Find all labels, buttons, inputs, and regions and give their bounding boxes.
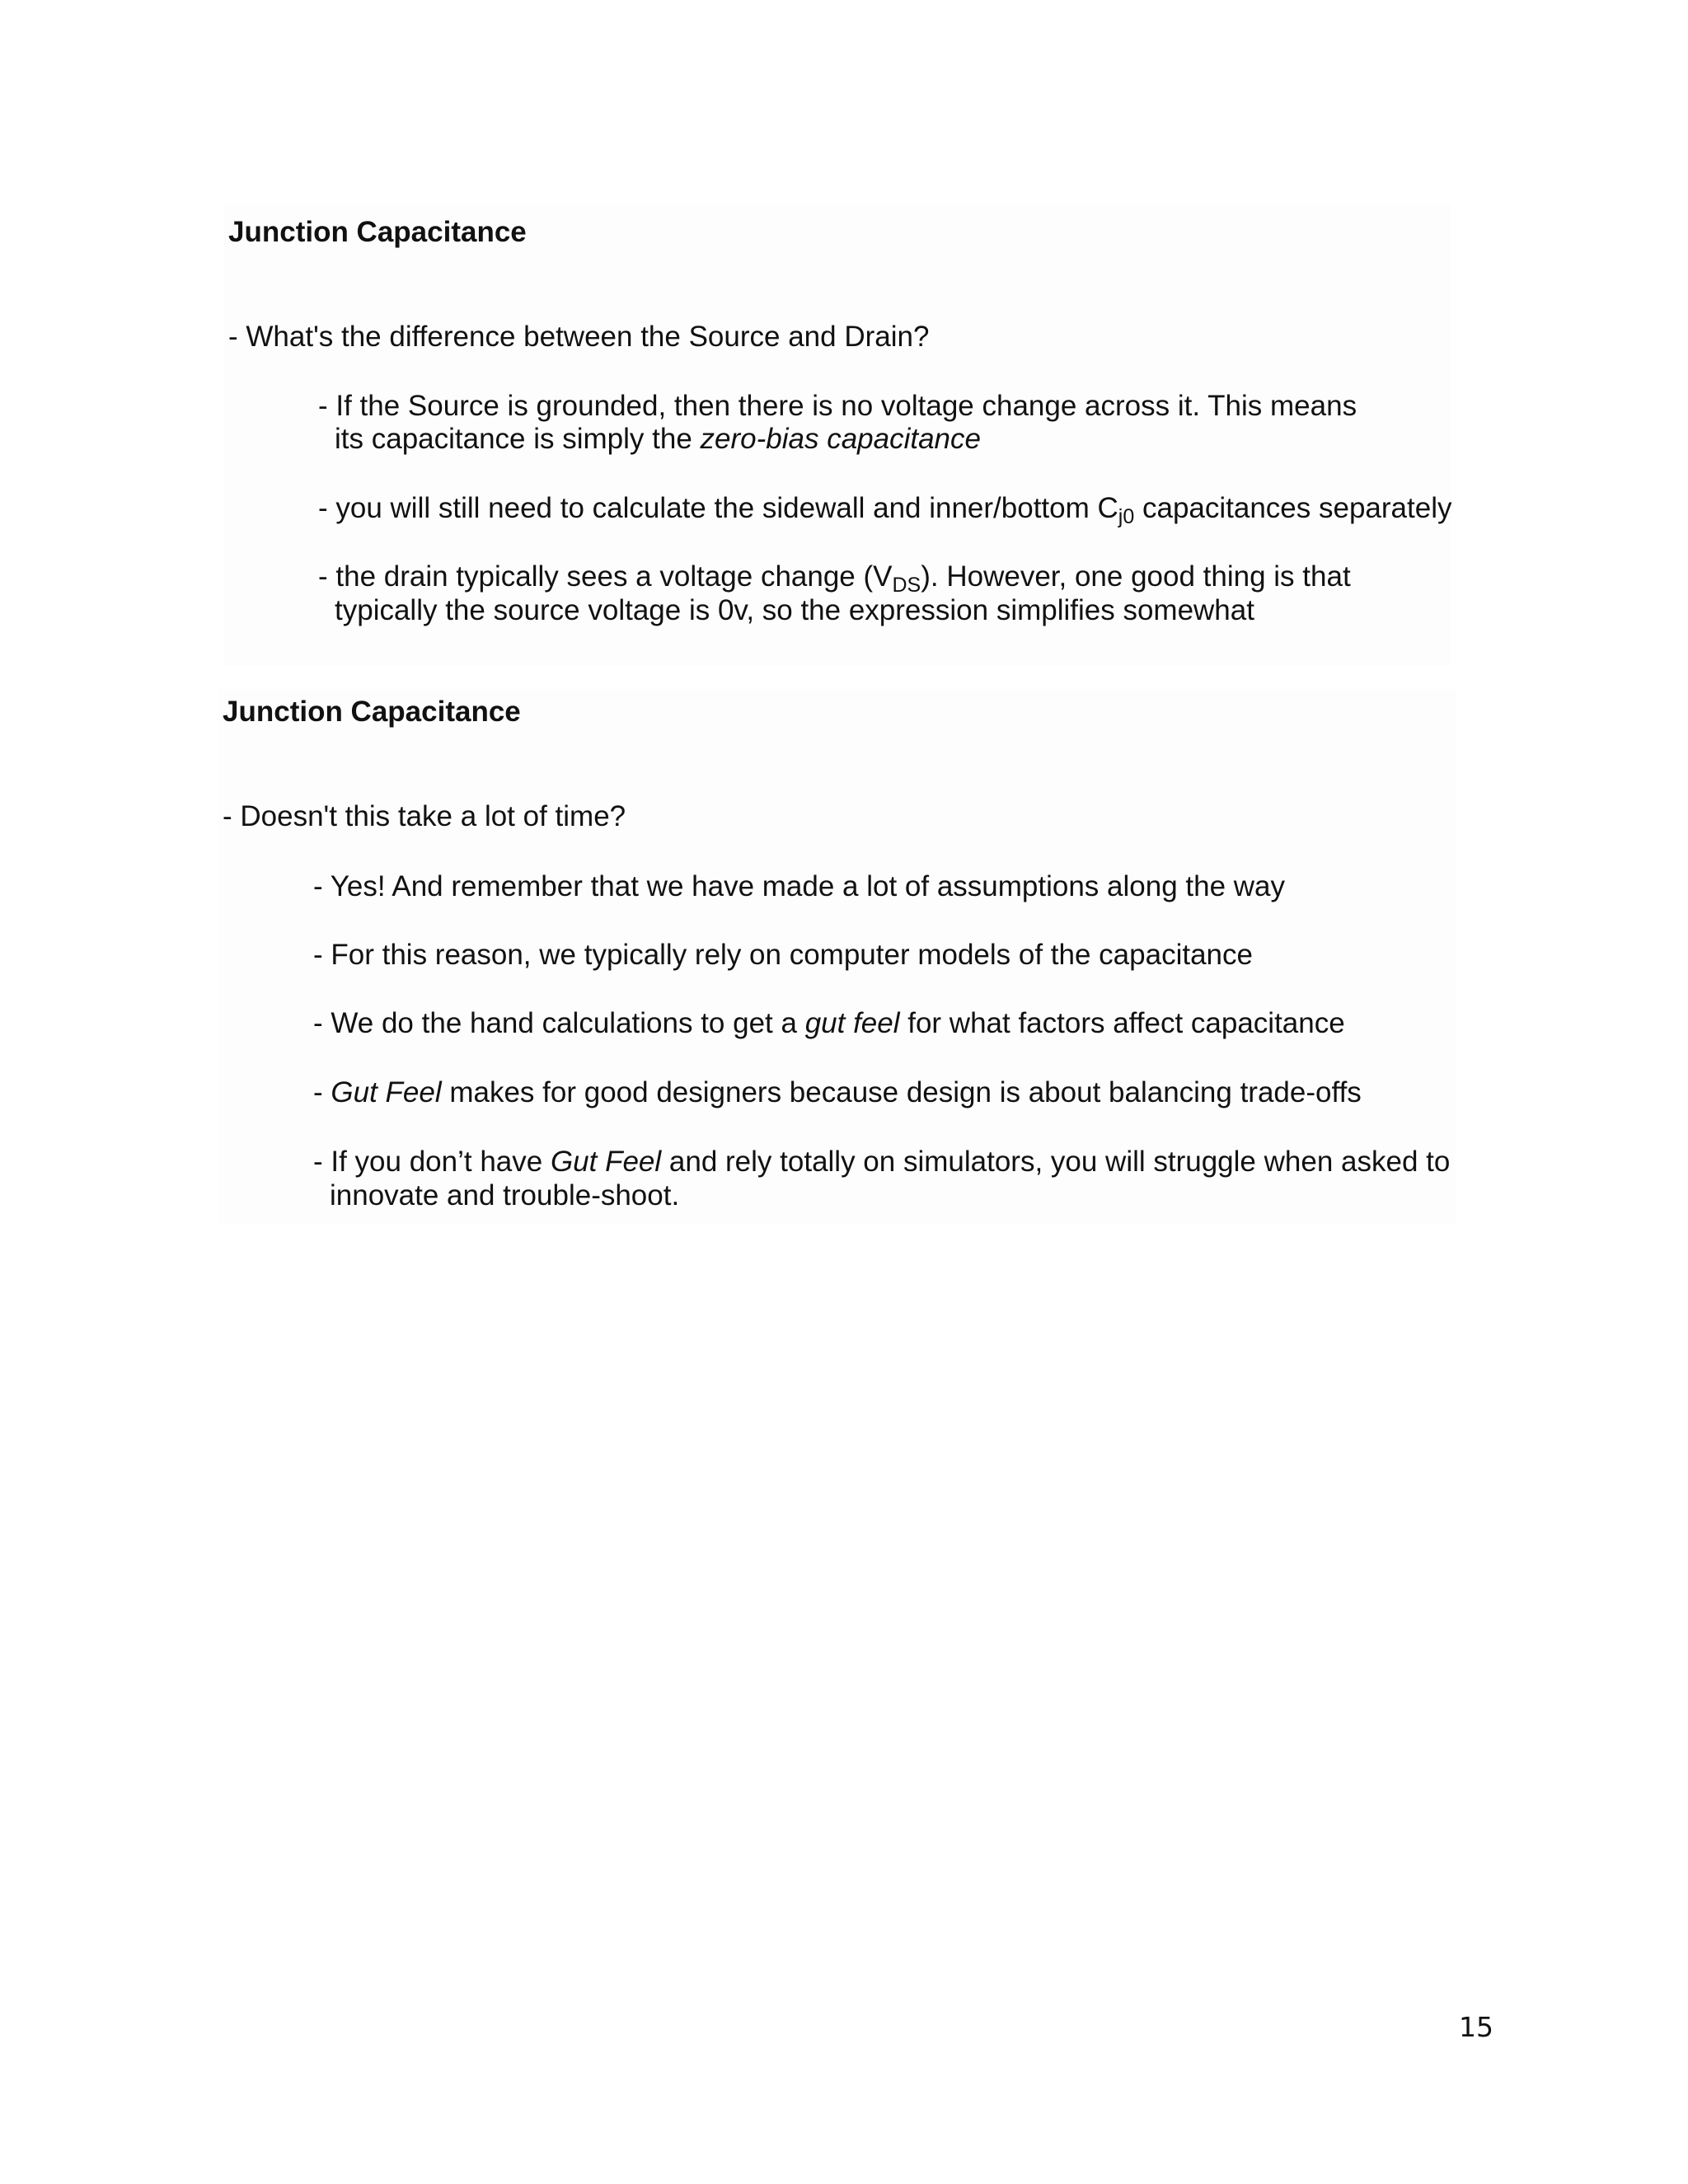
page-number: 15 [1459,2011,1493,2043]
section-1-bullet-3-line-1: - the drain typically sees a voltage change $(V_{DS})$. However, one good thing is that [318,560,1351,597]
section-2-bullet-3: - We do the hand calculations to get a gut feel for what factors affect capacitance [313,1007,1345,1039]
section-1-bullet-2: - you will still need to calculate the sidewall and inner/bottom $C_{j0}$ capacitances separately [318,492,1452,528]
section-2-question: - Doesn't this take a lot of time? [223,800,626,832]
section-1-bullet-1-line-2: its capacitance is simply the zero-bias capacitance [335,423,981,455]
section-2-bullet-4: - Gut Feel makes for good designers because design is about balancing trade-offs [313,1076,1362,1108]
section-1-heading: Junction Capacitance [228,216,527,248]
section-1-bullet-1-line-1: - If the Source is grounded, then there is no voltage change across it. This means [318,390,1357,422]
section-2-bullet-5-line-1: - If you don’t have Gut Feel and rely totally on simulators, you will struggle when asked to [313,1146,1451,1178]
section-2-heading: Junction Capacitance [223,696,521,728]
section-2-bullet-5-line-2: innovate and trouble-shoot. [330,1179,680,1212]
section-2-bullet-2: - For this reason, we typically rely on computer models of the capacitance [313,939,1253,971]
section-1-bullet-3-line-2: typically the source voltage is 0v, so the expression simplifies somewhat [335,594,1254,626]
section-2-bullet-1: - Yes! And remember that we have made a lot of assumptions along the way [313,870,1286,902]
section-1-question: - What's the difference between the Source and Drain? [228,321,930,353]
